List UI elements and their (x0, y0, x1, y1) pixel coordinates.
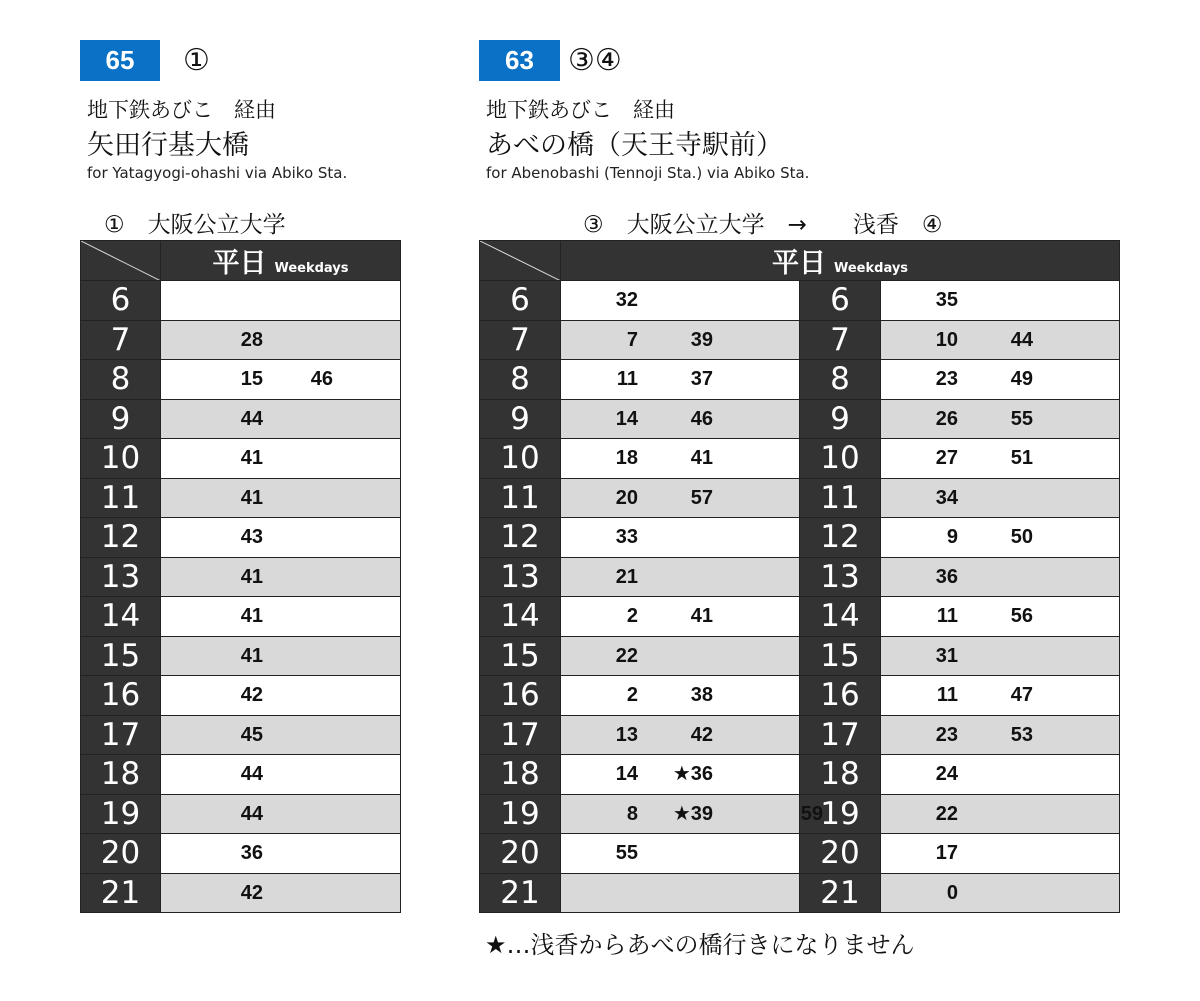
departure-minute: 41 (240, 605, 263, 627)
table-row (81, 281, 401, 321)
table-row (480, 597, 1120, 637)
hour-cell: 19 (480, 794, 561, 834)
departure-minute: 44 (240, 802, 263, 825)
stop-numbers-left: ① (183, 43, 210, 78)
table-row (480, 755, 1120, 795)
departure-minute: 36 (240, 842, 263, 864)
table-row (81, 873, 401, 913)
departure-minute: 41 (240, 565, 263, 588)
departure-minute: 28 (240, 328, 263, 351)
minutes-cell (161, 518, 401, 558)
minutes-cell-stop4 (881, 439, 1120, 479)
hour-cell: 15 (81, 636, 161, 676)
minutes-cell (161, 755, 401, 795)
minutes-cell-stop4 (881, 834, 1120, 874)
minutes-cell (161, 360, 401, 400)
departure-minute: 37 (690, 368, 713, 390)
minutes-cell-stop4 (881, 794, 1120, 834)
table-row (480, 478, 1120, 518)
hour-cell: 14 (800, 597, 881, 637)
minutes-cell-stop3 (561, 834, 800, 874)
minutes-cell (161, 478, 401, 518)
departure-minute: 11 (936, 684, 958, 706)
destination-en-right: for Abenobashi (Tennoji Sta.) via Abiko Sta. (486, 164, 810, 182)
departure-minute: 34 (935, 486, 958, 509)
destination-en-left: for Yatagyogi-ohashi via Abiko Sta. (87, 164, 348, 182)
table-row (81, 478, 401, 518)
table-row (480, 636, 1120, 676)
diagonal-line-icon (81, 241, 161, 281)
departure-minute: 44 (240, 407, 263, 430)
hour-cell: 21 (81, 873, 161, 913)
table-row (480, 557, 1120, 597)
hour-cell: 11 (81, 478, 161, 518)
minutes-cell-stop3 (561, 281, 800, 321)
header-row (480, 241, 1120, 281)
minutes-cell-stop3 (561, 676, 800, 716)
table-row (480, 360, 1120, 400)
departure-minute: 39 (690, 328, 713, 351)
hour-cell: 14 (81, 597, 161, 637)
stops-line-right: ③ 大阪公立大学 → 浅香 ④ (583, 212, 943, 238)
hour-cell: 6 (800, 281, 881, 321)
minutes-cell (161, 281, 401, 321)
departure-minute: ★36 (672, 763, 713, 785)
hour-cell: 12 (800, 518, 881, 558)
departure-minute: 43 (240, 526, 263, 548)
minutes-cell-stop4 (881, 360, 1120, 400)
table-row (81, 794, 401, 834)
hour-cell: 20 (800, 834, 881, 874)
hour-cell: 18 (800, 755, 881, 795)
departure-minute: 46 (310, 368, 333, 390)
departure-minute: 7 (626, 328, 638, 351)
departure-minute: 26 (935, 407, 958, 430)
hour-cell: 7 (480, 320, 561, 360)
hour-cell: 15 (800, 636, 881, 676)
departure-minute: 18 (615, 447, 638, 469)
hour-cell: 15 (480, 636, 561, 676)
departure-minute: 44 (1010, 328, 1033, 351)
header-sub: Weekdays (274, 261, 349, 276)
departure-minute: 31 (935, 644, 958, 667)
hour-cell: 21 (480, 873, 561, 913)
hour-cell: 10 (480, 439, 561, 479)
table-row (81, 439, 401, 479)
hour-cell: 14 (480, 597, 561, 637)
hour-cell: 13 (81, 557, 161, 597)
departure-minute: 2 (626, 684, 638, 706)
departure-minute: 51 (1010, 447, 1033, 469)
hour-cell: 17 (480, 715, 561, 755)
hour-cell: 12 (480, 518, 561, 558)
departure-minute: 23 (935, 723, 958, 746)
minutes-cell-stop4 (881, 636, 1120, 676)
weekday-header (561, 241, 1120, 281)
stop-numbers-right: ③④ (568, 43, 622, 78)
hour-cell: 10 (800, 439, 881, 479)
departure-minute: 50 (1010, 526, 1033, 548)
hour-cell: 12 (81, 518, 161, 558)
hour-cell: 9 (800, 399, 881, 439)
departure-minute: 13 (615, 723, 638, 746)
departure-minute: 23 (935, 368, 958, 390)
minutes-cell-stop3 (561, 715, 800, 755)
departure-minute: 27 (935, 447, 958, 469)
hour-cell: 21 (800, 873, 881, 913)
departure-minute: 57 (690, 486, 713, 509)
minutes-cell-stop4 (881, 873, 1120, 913)
minutes-cell-stop3 (561, 794, 823, 834)
hour-cell: 9 (81, 399, 161, 439)
minutes-cell (161, 597, 401, 637)
minutes-cell (161, 399, 401, 439)
table-row (81, 518, 401, 558)
minutes-cell-stop3 (561, 439, 800, 479)
diagonal-line-icon (480, 241, 561, 281)
departure-minute: 11 (936, 605, 958, 627)
header-main: 平日 (771, 248, 826, 279)
table-row (480, 518, 1120, 558)
minutes-cell-stop3 (561, 873, 800, 913)
hour-cell: 8 (800, 360, 881, 400)
hour-cell: 17 (800, 715, 881, 755)
hour-cell: 10 (81, 439, 161, 479)
stops-line-left: ① 大阪公立大学 (104, 212, 286, 238)
departure-minute: 42 (690, 723, 713, 746)
departure-minute: 22 (935, 802, 958, 825)
departure-minute: 42 (240, 684, 263, 706)
table-row (480, 715, 1120, 755)
hour-cell: 9 (480, 399, 561, 439)
departure-minute: 9 (946, 526, 958, 548)
table-row (81, 834, 401, 874)
departure-minute: 41 (240, 644, 263, 667)
minutes-cell (161, 636, 401, 676)
departure-minute: 36 (935, 565, 958, 588)
departure-minute: 45 (240, 723, 263, 746)
minutes-cell (161, 320, 401, 360)
departure-minute: 44 (240, 763, 263, 785)
departure-minute: 24 (935, 763, 958, 785)
minutes-cell (161, 557, 401, 597)
departure-minute: 41 (240, 447, 263, 469)
minutes-cell-stop3 (561, 518, 800, 558)
departure-minute: 55 (1010, 407, 1033, 430)
minutes-cell-stop3 (561, 478, 800, 518)
minutes-cell-stop4 (881, 715, 1120, 755)
hour-cell: 16 (800, 676, 881, 716)
route-badge-63: 63 (479, 40, 560, 81)
departure-minute: 59 (800, 802, 823, 825)
departure-minute: 56 (1010, 605, 1033, 627)
hour-cell: 11 (480, 478, 561, 518)
departure-minute: ★39 (672, 802, 713, 825)
departure-minute: 53 (1010, 723, 1033, 746)
table-row (81, 676, 401, 716)
hour-cell: 7 (800, 320, 881, 360)
departure-minute: 0 (946, 881, 958, 904)
departure-minute: 21 (615, 565, 638, 588)
table-row (480, 439, 1120, 479)
departure-minute: 14 (615, 407, 638, 430)
minutes-cell-stop3 (561, 320, 800, 360)
departure-minute: 14 (615, 763, 638, 785)
table-row (480, 676, 1120, 716)
table-row (81, 636, 401, 676)
departure-minute: 35 (935, 289, 958, 311)
table-row (480, 399, 1120, 439)
minutes-cell-stop4 (881, 676, 1120, 716)
departure-minute: 15 (240, 368, 263, 390)
destination-right: あべの橋（天王寺駅前） (486, 130, 783, 161)
departure-minute: 41 (690, 447, 713, 469)
departure-minute: 42 (240, 881, 263, 904)
hour-cell: 17 (81, 715, 161, 755)
minutes-cell-stop4 (881, 399, 1120, 439)
departure-minute: 2 (626, 605, 638, 627)
departure-minute: 11 (616, 368, 638, 390)
minutes-cell-stop3 (561, 636, 800, 676)
hour-cell: 8 (81, 360, 161, 400)
hour-cell: 6 (480, 281, 561, 321)
minutes-cell-stop4 (881, 281, 1120, 321)
table-row (81, 399, 401, 439)
header-row (81, 241, 401, 281)
minutes-cell (161, 834, 401, 874)
hour-cell: 8 (480, 360, 561, 400)
route-badge-65: 65 (80, 40, 160, 81)
departure-minute: 20 (615, 486, 638, 509)
corner-cell (81, 241, 161, 281)
footnote: ★…浅香からあべの橋行きになりません (485, 931, 915, 959)
hour-cell: 19 (800, 794, 881, 834)
departure-minute: 33 (615, 526, 638, 548)
timetable-left (80, 240, 401, 913)
hour-cell: 18 (480, 755, 561, 795)
hour-cell: 13 (800, 557, 881, 597)
hour-cell: 19 (81, 794, 161, 834)
minutes-cell-stop4 (881, 597, 1120, 637)
minutes-cell (161, 794, 401, 834)
minutes-cell-stop4 (881, 557, 1120, 597)
weekday-header (161, 241, 401, 281)
via-text-right: 地下鉄あびこ 経由 (486, 98, 675, 122)
departure-minute: 32 (615, 289, 638, 311)
table-row (81, 557, 401, 597)
table-row (81, 755, 401, 795)
table-row (81, 360, 401, 400)
hour-cell: 6 (81, 281, 161, 321)
table-row (81, 320, 401, 360)
hour-cell: 20 (480, 834, 561, 874)
departure-minute: 17 (935, 842, 958, 864)
corner-cell (480, 241, 561, 281)
minutes-cell (161, 715, 401, 755)
table-row (480, 281, 1120, 321)
minutes-cell-stop3 (561, 597, 800, 637)
minutes-cell-stop4 (881, 755, 1120, 795)
departure-minute: 55 (615, 842, 638, 864)
departure-minute: 41 (240, 486, 263, 509)
minutes-cell-stop4 (881, 478, 1120, 518)
hour-cell: 7 (81, 320, 161, 360)
table-row (480, 320, 1120, 360)
minutes-cell (161, 676, 401, 716)
hour-cell: 16 (81, 676, 161, 716)
hour-cell: 11 (800, 478, 881, 518)
table-row (81, 715, 401, 755)
departure-minute: 47 (1010, 684, 1033, 706)
table-row (480, 794, 1120, 834)
hour-cell: 16 (480, 676, 561, 716)
hour-cell: 18 (81, 755, 161, 795)
departure-minute: 41 (690, 605, 713, 627)
minutes-cell-stop4 (881, 320, 1120, 360)
departure-minute: 46 (690, 407, 713, 430)
table-row (480, 873, 1120, 913)
minutes-cell (161, 439, 401, 479)
header-main: 平日 (212, 248, 267, 279)
hour-cell: 20 (81, 834, 161, 874)
departure-minute: 38 (690, 684, 713, 706)
departure-minute: 10 (935, 328, 958, 351)
minutes-cell-stop3 (561, 360, 800, 400)
departure-minute: 49 (1010, 368, 1033, 390)
minutes-cell-stop3 (561, 755, 800, 795)
table-row (480, 834, 1120, 874)
header-sub: Weekdays (833, 261, 909, 276)
minutes-cell (161, 873, 401, 913)
destination-left: 矢田行基大橋 (87, 130, 249, 161)
table-row (81, 597, 401, 637)
departure-minute: 22 (615, 644, 638, 667)
timetable-right (479, 240, 1120, 913)
minutes-cell-stop4 (881, 518, 1120, 558)
via-text-left: 地下鉄あびこ 経由 (87, 98, 276, 122)
minutes-cell-stop3 (561, 399, 800, 439)
hour-cell: 13 (480, 557, 561, 597)
departure-minute: 8 (626, 802, 638, 825)
minutes-cell-stop3 (561, 557, 800, 597)
